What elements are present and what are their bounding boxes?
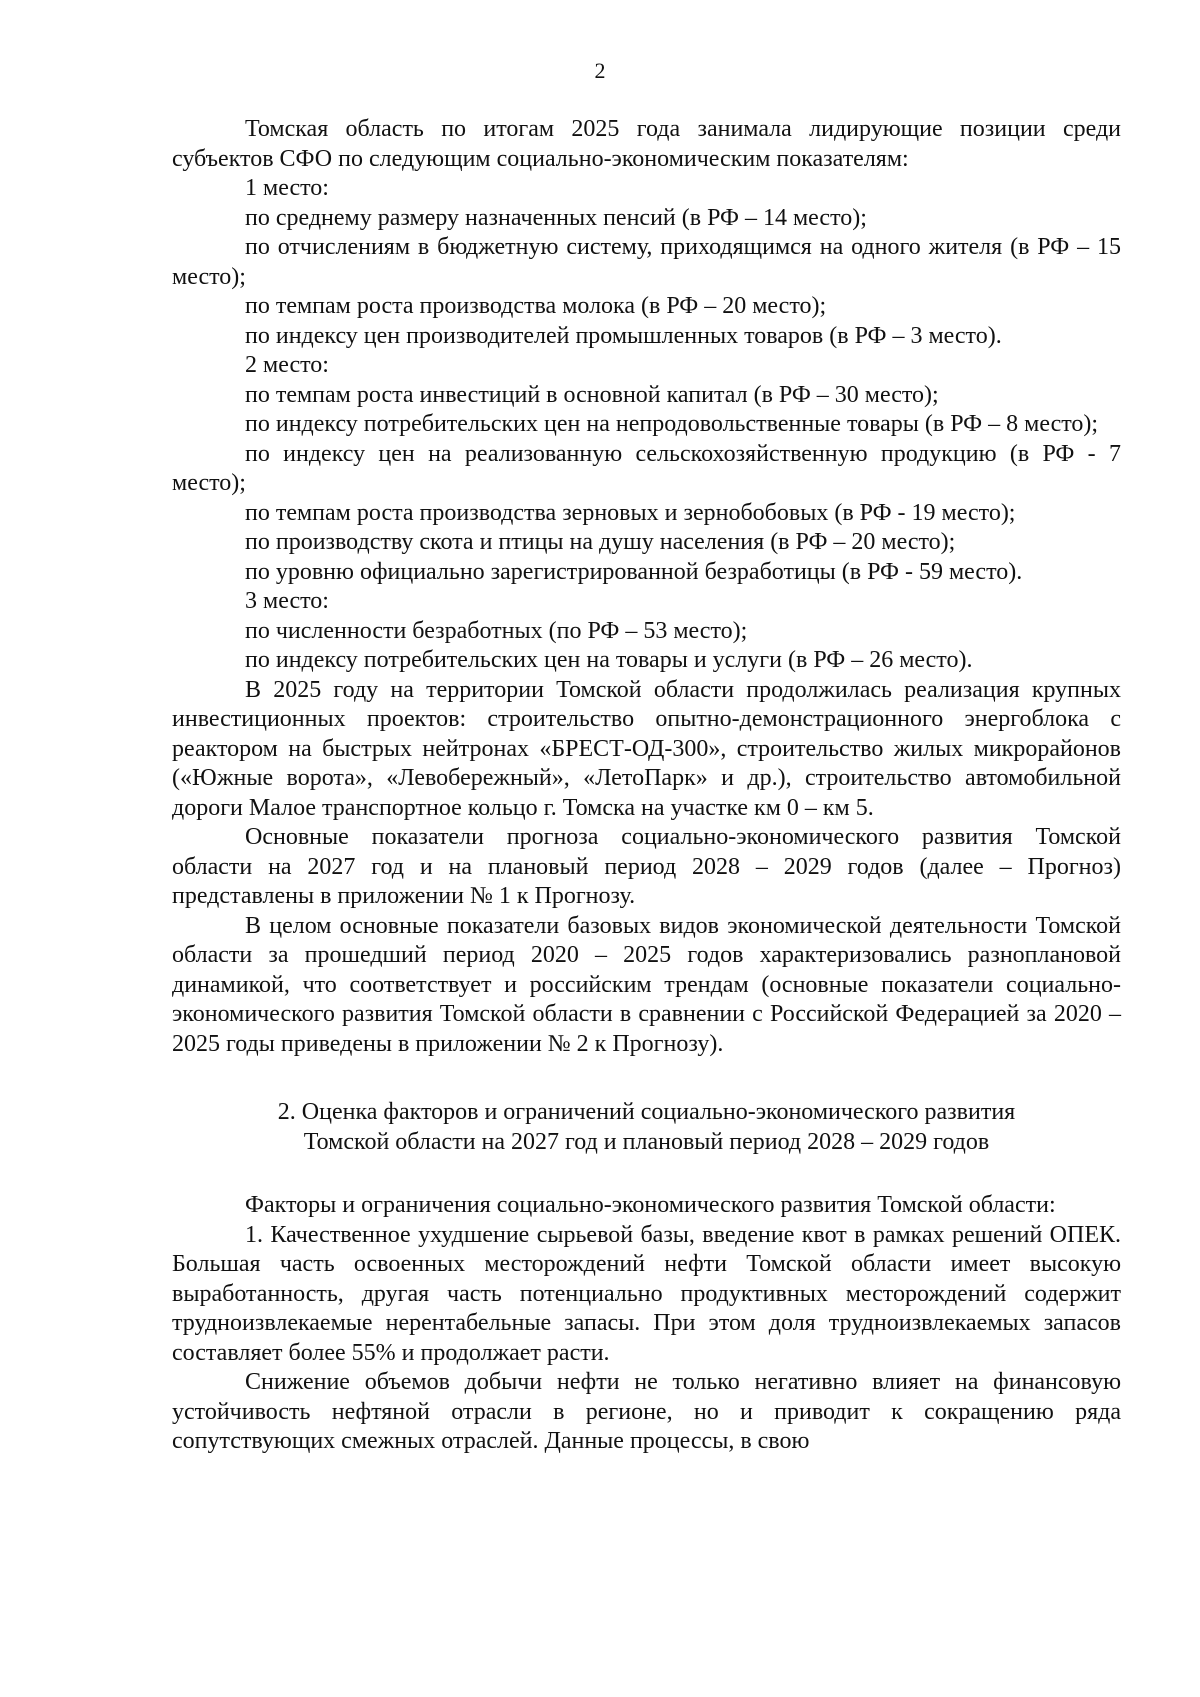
section-heading-line: 2. Оценка факторов и ограничений социально-экономического развития bbox=[277, 1099, 1016, 1125]
paragraph: Факторы и ограничения социально-экономического развития Томской области: bbox=[245, 1192, 1056, 1218]
paragraph: В целом основные показатели базовых видов экономической деятельности Томской области за прошедший период 2020 – 2025 годов характеризовались разноплановой динамикой, что соответствует и российским трендам (основные показатели социально-экономического развития Томской области в сравнении с Российской Федерацией за 2020 – 2025 годы приведены в приложении № 2 к Прогнозу). bbox=[172, 912, 1121, 1057]
paragraph: Основные показатели прогноза социально-экономического развития Томской области на 2027 год и на плановый период 2028 – 2029 годов (далее – Прогноз) представлены в приложении № 1 к Прогнозу. bbox=[172, 824, 1121, 909]
paragraph: по численности безработных (по РФ – 53 место); bbox=[245, 617, 748, 644]
paragraph: 3 место: bbox=[245, 588, 329, 614]
paragraph: по производству скота и птицы на душу населения (в РФ – 20 место); bbox=[245, 529, 956, 555]
paragraph: 2 место: bbox=[245, 352, 329, 378]
paragraph: по отчислениям в бюджетную систему, приходящимся на одного жителя (в РФ – 15 место); bbox=[172, 234, 1121, 290]
paragraph: Снижение объемов добычи нефти не только негативно влияет на финансовую устойчивость нефтяной отрасли в регионе, но и приводит к сокращению ряда сопутствующих смежных отраслей. Данные процессы, в свою bbox=[172, 1369, 1121, 1454]
paragraph: 1. Качественное ухудшение сырьевой базы, введение квот в рамках решений ОПЕК. Большая часть освоенных месторождений нефти Томской области имеет высокую выработанность, другая часть потенциально продуктивных месторождений содержит трудноизвлекаемые нерентабельные запасы. При этом доля трудноизвлекаемых запасов составляет более 55% и продолжает расти. bbox=[172, 1221, 1121, 1366]
paragraph: по индексу потребительских цен на непродовольственные товары (в РФ – 8 место); bbox=[245, 411, 1099, 437]
paragraph: В 2025 году на территории Томской области продолжилась реализация крупных инвестиционных проектов: строительство опытно-демонстрационного энергоблока с реактором на быстрых нейтронах «БРЕСТ-ОД-300», строительство жилых микрорайонов («Южные ворота», «Левобережный», «ЛетоПарк» и др.), строительство автомобильной дороги Малое транспортное кольцо г. Томска на участке км 0 – км 5. bbox=[172, 676, 1121, 821]
paragraph: Томская область по итогам 2025 года занимала лидирующие позиции среди субъектов СФО по следующим социально-экономическим показателям: bbox=[172, 116, 1121, 172]
paragraph: по уровню официально зарегистрированной безработицы (в РФ - 59 место). bbox=[245, 558, 1023, 585]
paragraph: 1 место: bbox=[245, 175, 329, 201]
paragraph: по темпам роста производства молока (в РФ – 20 место); bbox=[245, 293, 827, 319]
paragraph: по темпам роста производства зерновых и зернобобовых (в РФ - 19 место); bbox=[245, 499, 1016, 526]
page-number: 2 bbox=[594, 58, 606, 83]
document-body bbox=[172, 115, 1121, 1457]
paragraph: по индексу цен производителей промышленных товаров (в РФ – 3 место). bbox=[245, 322, 1002, 349]
section-heading-line: Томской области на 2027 год и плановый период 2028 – 2029 годов bbox=[303, 1129, 990, 1155]
paragraph: по индексу цен на реализованную сельскохозяйственную продукцию (в РФ - 7 место); bbox=[172, 440, 1121, 496]
paragraph: по темпам роста инвестиций в основной капитал (в РФ – 30 место); bbox=[245, 381, 939, 408]
paragraph: по индексу потребительских цен на товары и услуги (в РФ – 26 место). bbox=[245, 647, 973, 673]
section-heading bbox=[172, 1097, 1121, 1157]
paragraph: по среднему размеру назначенных пенсий (в РФ – 14 место); bbox=[245, 204, 867, 231]
